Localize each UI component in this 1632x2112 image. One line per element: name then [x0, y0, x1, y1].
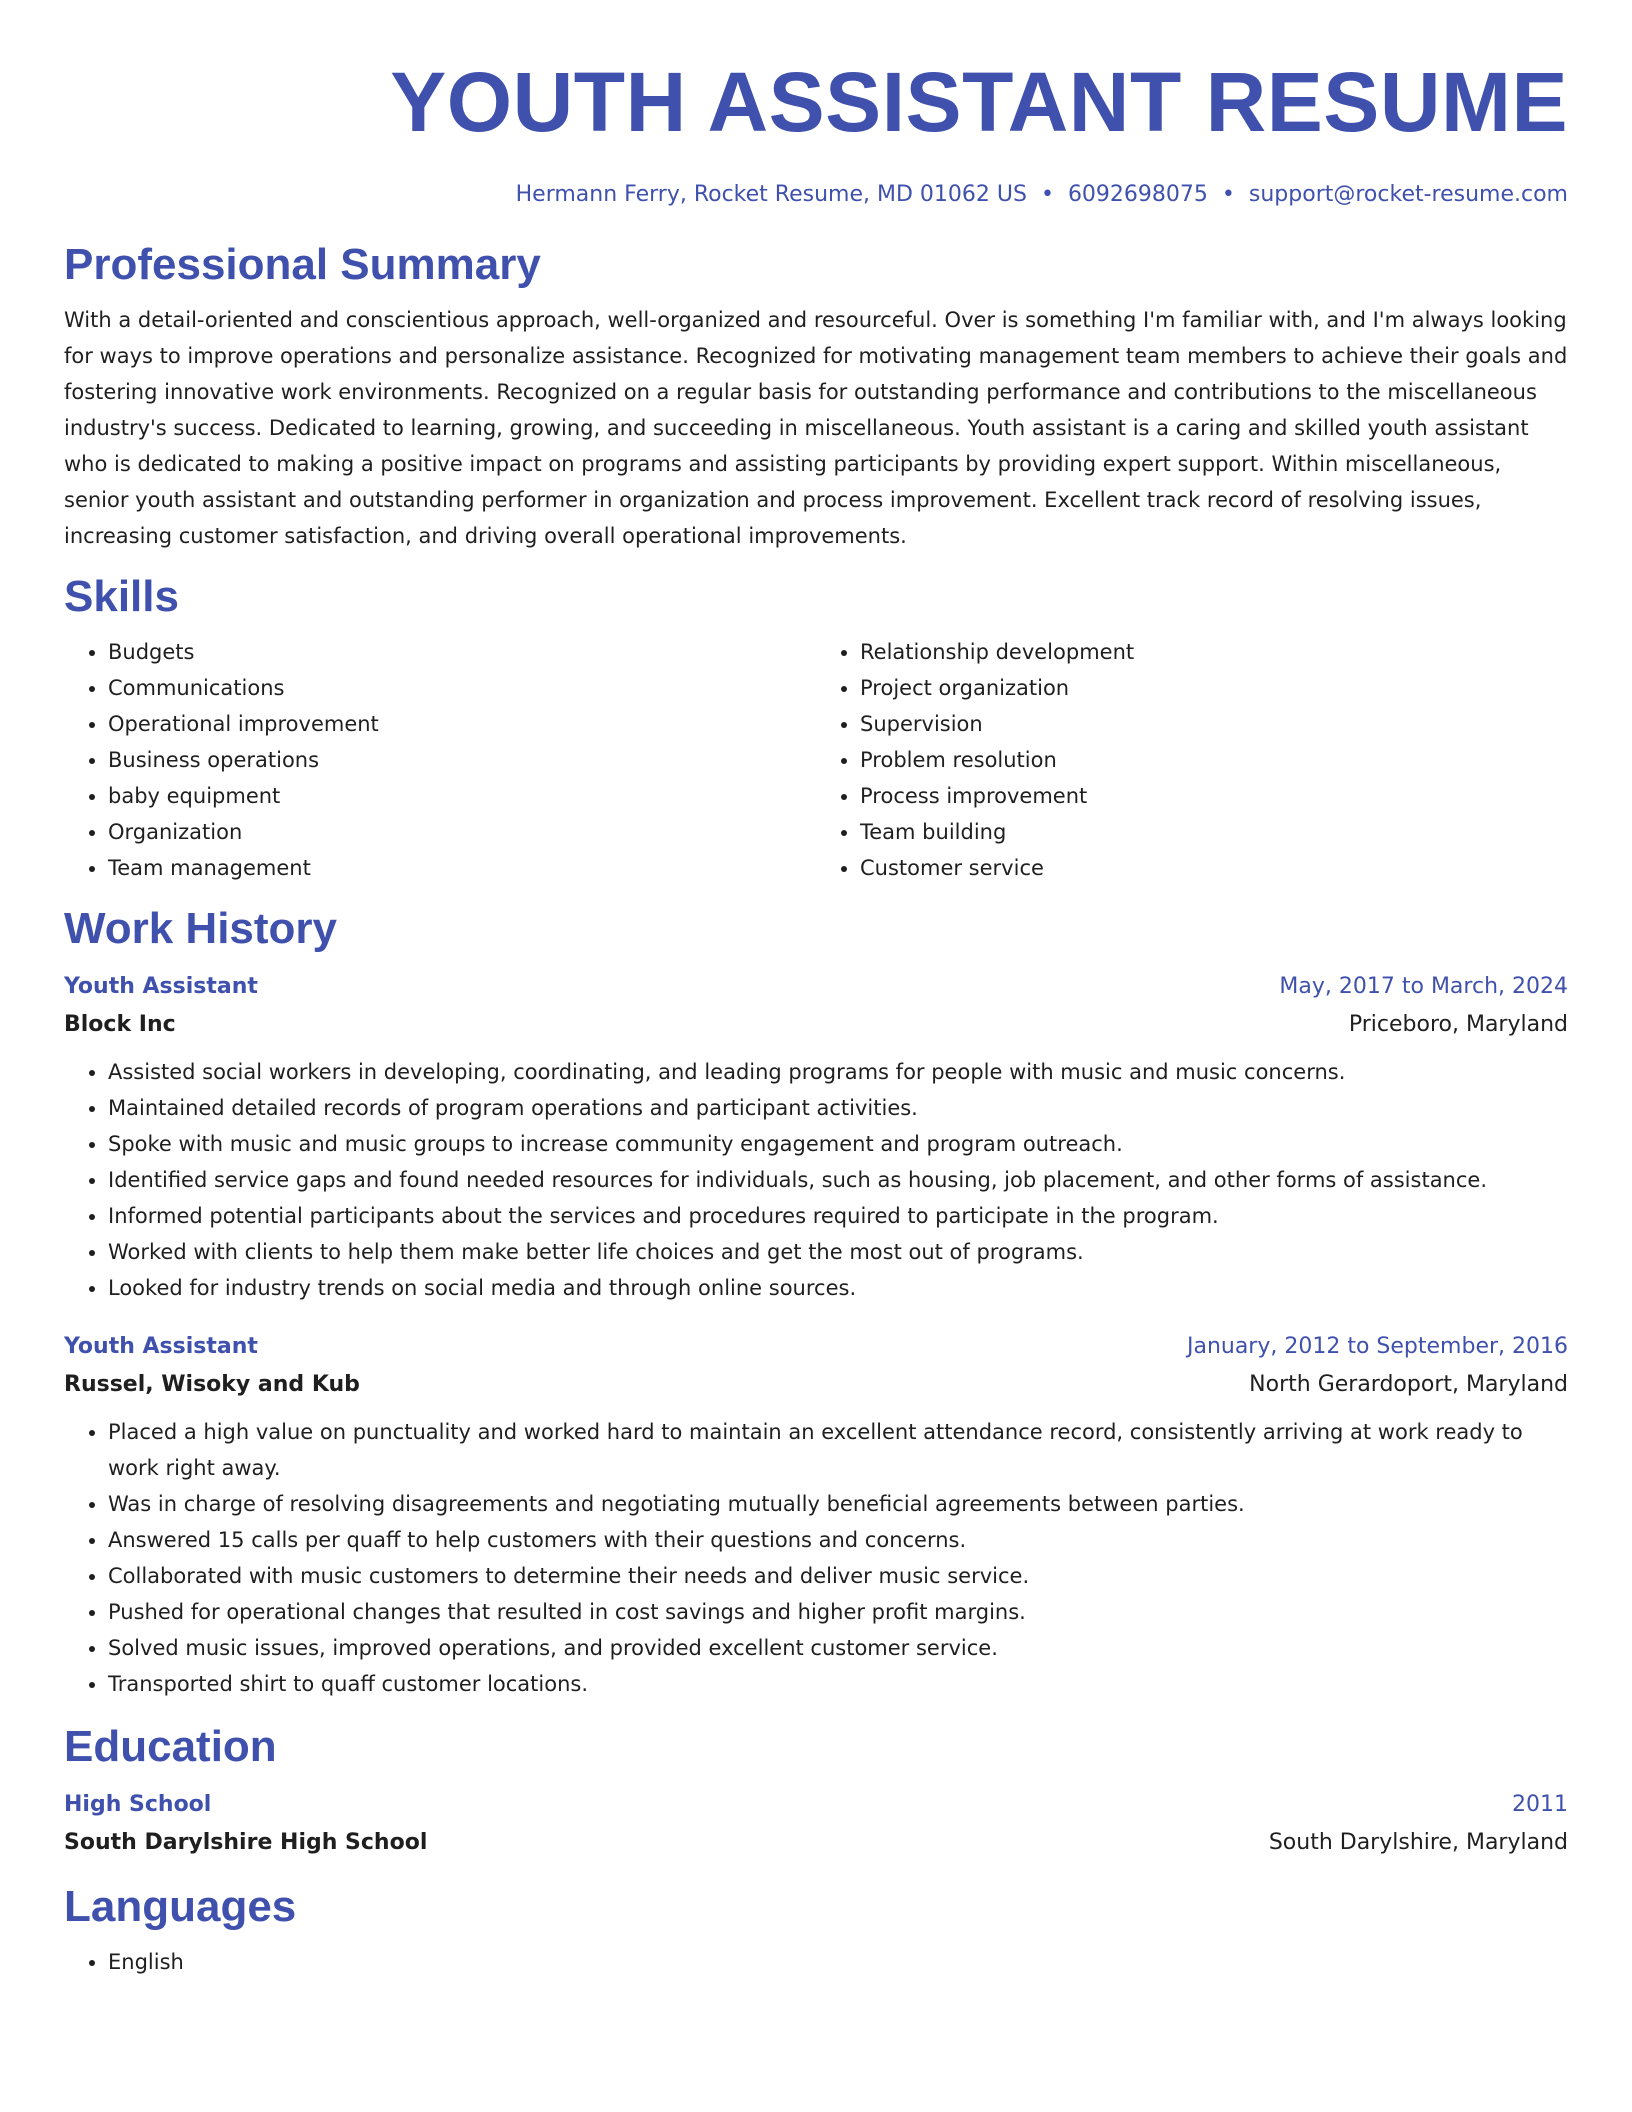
job-subheader: [64, 1366, 1568, 1404]
skill-item: • Operational improvement: [108, 706, 816, 742]
education-location: South Darylshire, Maryland: [1268, 1830, 1568, 1855]
job-header: [64, 968, 1568, 1006]
job-bullet: • Solved music issues, improved operations, and provided excellent customer service.: [108, 1630, 1568, 1666]
skills-list-left: [64, 634, 816, 886]
job-entry: [64, 1328, 1568, 1702]
contact-email[interactable]: support@rocket-resume.com: [1248, 182, 1568, 207]
job-bullet: • Maintained detailed records of program operations and participant activities.: [108, 1090, 1568, 1126]
languages-section: [64, 1880, 1568, 1980]
education-degree: High School: [64, 1792, 212, 1817]
job-bullet: • Worked with clients to help them make better life choices and get the most out of programs.: [108, 1234, 1568, 1270]
skill-item: • Business operations: [108, 742, 816, 778]
education-subheader: [64, 1824, 1568, 1862]
languages-list: [64, 1944, 1568, 1980]
languages-heading: Languages: [64, 1882, 297, 1931]
skill-item: • Organization: [108, 814, 816, 850]
job-company: Block Inc: [64, 1012, 176, 1037]
skill-item: • Project organization: [860, 670, 1568, 706]
contact-line: [64, 180, 1568, 210]
resume-page: [64, 52, 1568, 1980]
skill-item: • Relationship development: [860, 634, 1568, 670]
education-school: South Darylshire High School: [64, 1830, 428, 1855]
education-heading: Education: [64, 1722, 277, 1771]
skills-list-right: [816, 634, 1568, 886]
education-header: [64, 1786, 1568, 1824]
job-bullet: • Collaborated with music customers to determine their needs and deliver music service.: [108, 1558, 1568, 1594]
job-dates: May, 2017 to March, 2024: [1279, 974, 1568, 999]
education-year: 2011: [1512, 1792, 1568, 1817]
skill-item: • Team building: [860, 814, 1568, 850]
job-bullets: [64, 1054, 1568, 1306]
education-entry: [64, 1786, 1568, 1862]
contact-separator: •: [1221, 182, 1235, 207]
job-bullet: • Informed potential participants about the services and procedures required to participate in the program.: [108, 1198, 1568, 1234]
skills-heading: Skills: [64, 572, 179, 621]
job-bullet: • Looked for industry trends on social media and through online sources.: [108, 1270, 1568, 1306]
job-dates: January, 2012 to September, 2016: [1186, 1334, 1568, 1359]
skills-section: [64, 570, 1568, 886]
skill-item: • Communications: [108, 670, 816, 706]
job-bullets: [64, 1414, 1568, 1702]
job-bullet: • Placed a high value on punctuality and worked hard to maintain an excellent attendance record, consistently arriving at work ready to work right away.: [108, 1414, 1568, 1486]
job-bullet: • Spoke with music and music groups to increase community engagement and program outreach.: [108, 1126, 1568, 1162]
language-item: • English: [108, 1944, 1568, 1980]
resume-title: YOUTH ASSISTANT RESUME: [390, 55, 1568, 149]
skill-item: • Problem resolution: [860, 742, 1568, 778]
skill-item: • Supervision: [860, 706, 1568, 742]
skill-item: • baby equipment: [108, 778, 816, 814]
contact-phone: 6092698075: [1067, 182, 1208, 207]
job-bullet: • Was in charge of resolving disagreements and negotiating mutually beneficial agreements between parties.: [108, 1486, 1568, 1522]
work-section: [64, 902, 1568, 1702]
job-header: [64, 1328, 1568, 1366]
summary-section: [64, 238, 1568, 554]
job-bullet: • Pushed for operational changes that resulted in cost savings and higher profit margins.: [108, 1594, 1568, 1630]
summary-heading: Professional Summary: [64, 240, 541, 289]
job-bullet: • Identified service gaps and found needed resources for individuals, such as housing, job placement, and other forms of assistance.: [108, 1162, 1568, 1198]
education-section: [64, 1720, 1568, 1862]
job-company: Russel, Wisoky and Kub: [64, 1372, 360, 1397]
summary-text: With a detail-oriented and conscientious approach, well-organized and resourceful. Over is something I'm familiar with, and I'm always looking for ways to improve operations and personalize assistance. Recognized for motivating management team members to achieve their goals and fostering innovative work environments. Recognized on a regular basis for outstanding performance and contributions to the miscellaneous industry's success. Dedicated to learning, growing, and succeeding in miscellaneous. Youth assistant is a caring and skilled youth assistant who is dedicated to making a positive impact on programs and assisting participants by providing expert support. Within miscellaneous, senior youth assistant and outstanding performer in organization and process improvement. Excellent track record of resolving issues, increasing customer satisfaction, and driving overall operational improvements.: [64, 308, 1568, 548]
job-entry: [64, 968, 1568, 1306]
skill-item: • Budgets: [108, 634, 816, 670]
job-title: Youth Assistant: [64, 1334, 258, 1359]
skills-columns: [64, 634, 1568, 886]
job-location: North Gerardoport, Maryland: [1249, 1372, 1568, 1397]
skill-item: • Team management: [108, 850, 816, 886]
work-heading: Work History: [64, 904, 338, 953]
job-bullet: • Transported shirt to quaff customer locations.: [108, 1666, 1568, 1702]
job-bullet: • Answered 15 calls per quaff to help customers with their questions and concerns.: [108, 1522, 1568, 1558]
job-bullet: • Assisted social workers in developing, coordinating, and leading programs for people with music and music concerns.: [108, 1054, 1568, 1090]
job-title: Youth Assistant: [64, 974, 258, 999]
skill-item: • Customer service: [860, 850, 1568, 886]
contact-address: Hermann Ferry, Rocket Resume, MD 01062 US: [515, 182, 1027, 207]
contact-separator: •: [1040, 182, 1054, 207]
skill-item: • Process improvement: [860, 778, 1568, 814]
job-location: Priceboro, Maryland: [1348, 1012, 1568, 1037]
job-subheader: [64, 1006, 1568, 1044]
